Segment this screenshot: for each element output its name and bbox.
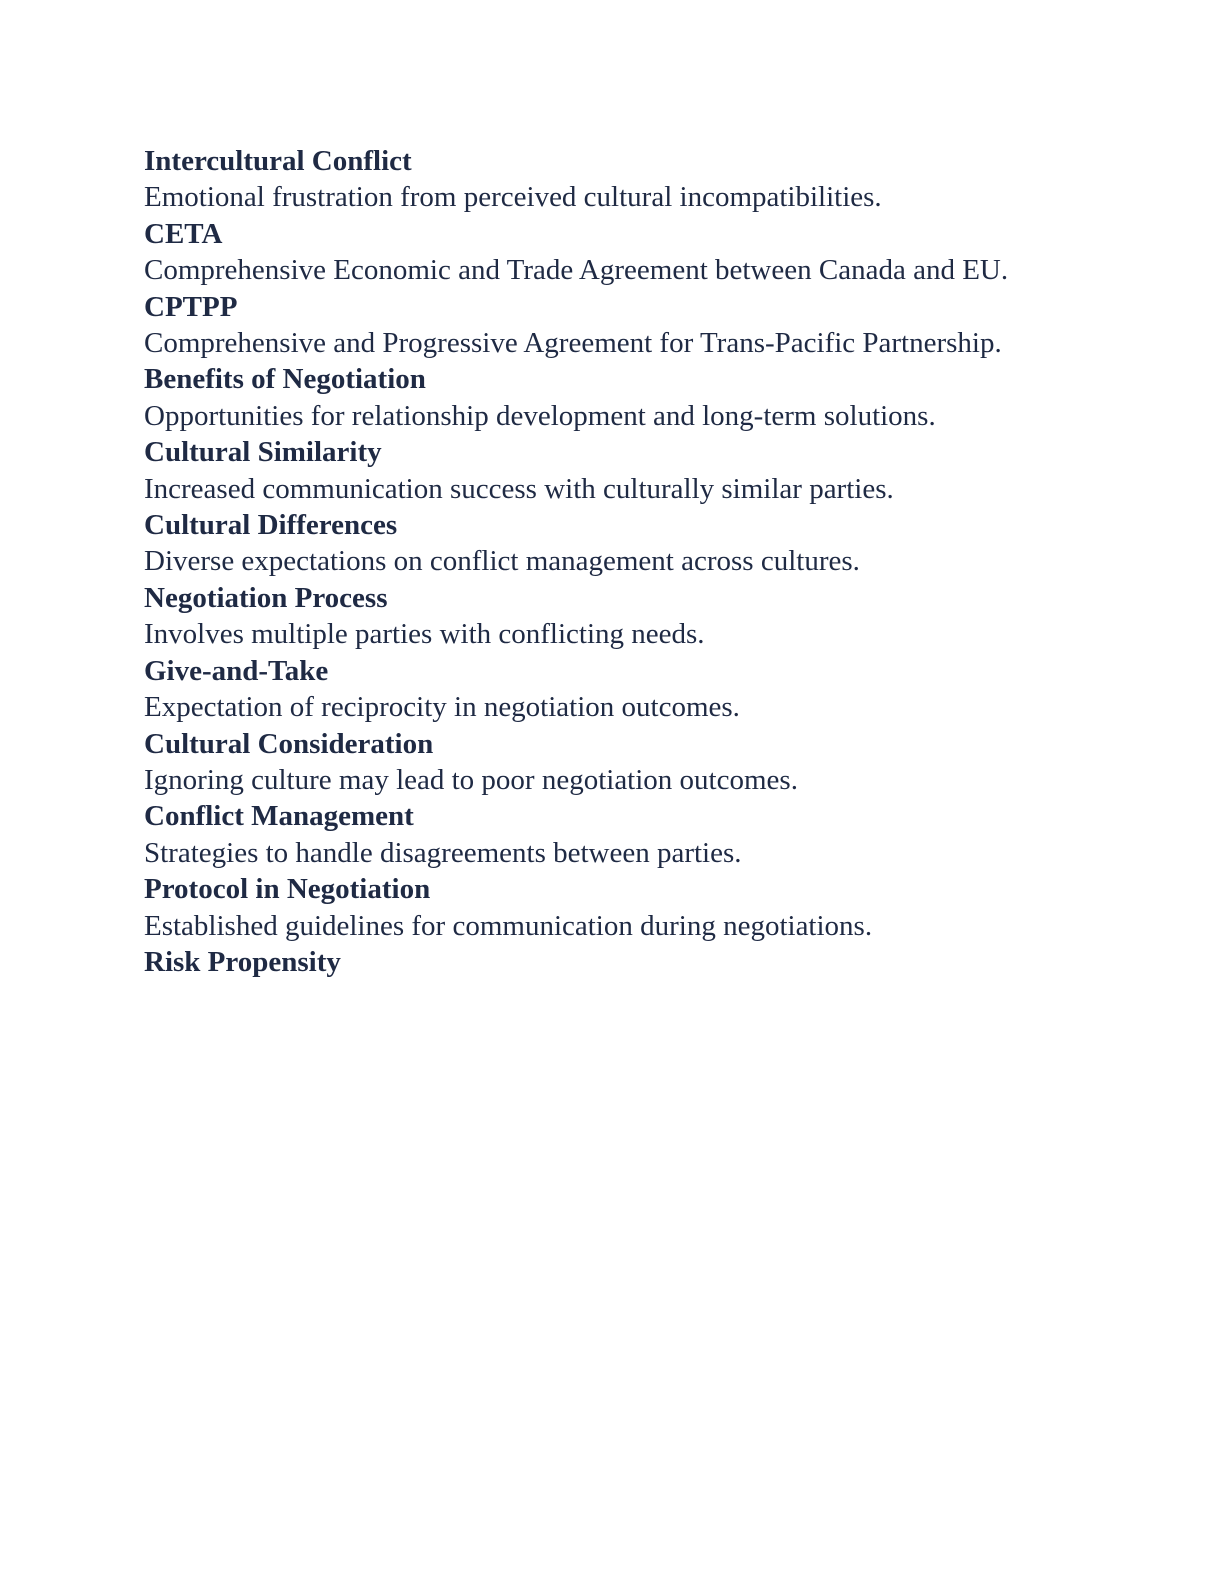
glossary-definition: Opportunities for relationship development and long-term solutions.	[144, 399, 936, 432]
glossary-term: Protocol in Negotiation	[144, 873, 431, 906]
glossary-definition: Emotional frustration from perceived cultural incompatibilities.	[144, 181, 882, 214]
glossary-term: Negotiation Process	[144, 581, 388, 614]
glossary-term: Cultural Similarity	[144, 436, 382, 469]
glossary-term: CETA	[144, 217, 223, 250]
glossary-definition: Comprehensive and Progressive Agreement for Trans-Pacific Partnership.	[144, 327, 1002, 360]
glossary-term: Conflict Management	[144, 800, 414, 833]
glossary-definition: Diverse expectations on conflict management across cultures.	[144, 545, 860, 578]
glossary-term: Give-and-Take	[144, 654, 329, 687]
glossary-definition: Ignoring culture may lead to poor negotiation outcomes.	[144, 763, 798, 796]
glossary-term: CPTPP	[144, 290, 238, 323]
glossary-definition: Increased communication success with culturally similar parties.	[144, 472, 894, 505]
glossary-definition: Involves multiple parties with conflicting needs.	[144, 618, 705, 651]
glossary-term: Benefits of Negotiation	[144, 363, 426, 396]
glossary-definition: Expectation of reciprocity in negotiation outcomes.	[144, 691, 740, 724]
glossary-term: Intercultural Conflict	[144, 145, 412, 177]
glossary-definition: Comprehensive Economic and Trade Agreement between Canada and EU.	[144, 254, 1009, 287]
glossary-definition: Strategies to handle disagreements between parties.	[144, 836, 742, 869]
glossary-term: Risk Propensity	[144, 945, 341, 978]
glossary-term: Cultural Differences	[144, 509, 398, 542]
glossary-list	[144, 143, 1044, 980]
glossary-definition: Established guidelines for communication during negotiations.	[144, 909, 873, 942]
glossary-term: Cultural Consideration	[144, 727, 434, 760]
